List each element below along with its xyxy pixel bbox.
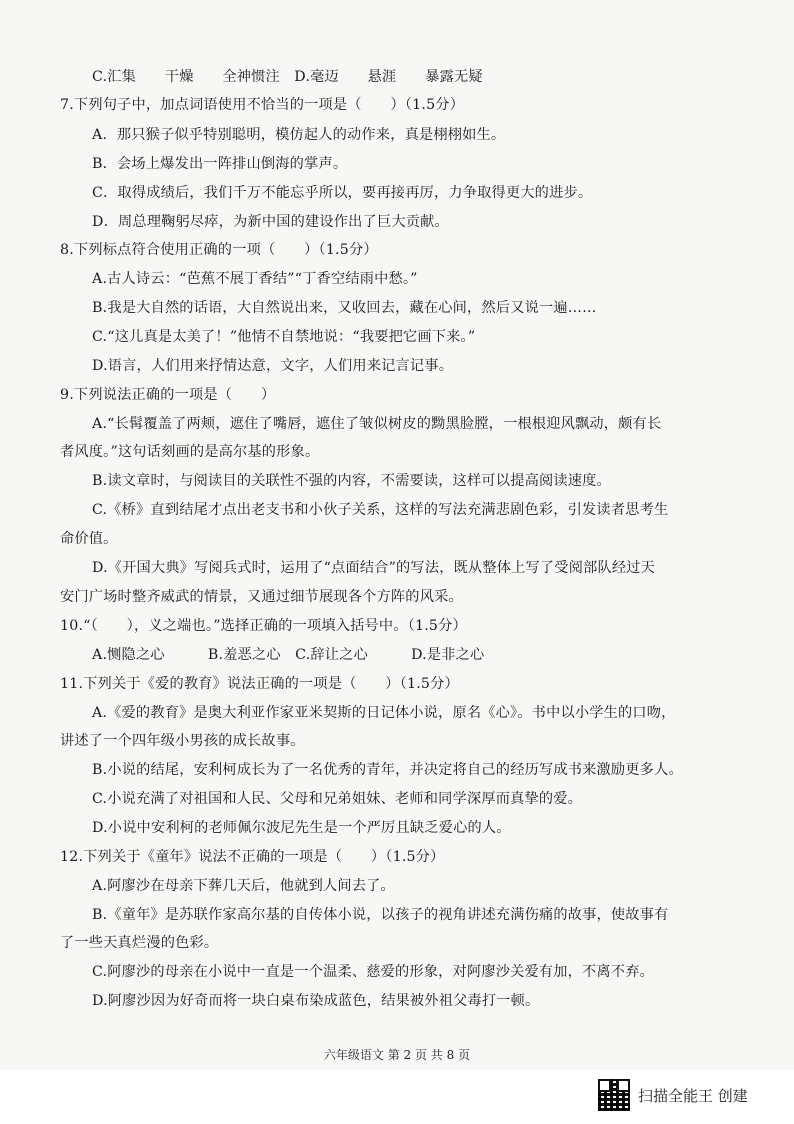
q7-option-a: A．那只猴子似乎特别聪明，模仿起人的动作来，真是栩栩如生。 [92,127,506,143]
q11-option-a-line1: A.《爱的教育》是奥大利亚作家亚米契斯的日记体小说，原名《心》。书中以小学生的口吻， [92,705,676,721]
q12-option-d: D.阿廖沙因为好奇而将一块白桌布染成蓝色，结果被外祖父毒打一顿。 [92,993,540,1009]
q12-option-b-line1: B.《童年》是苏联作家高尔基的自传体小说，以孩子的视角讲述充满伤痛的故事，使故事有 [92,907,669,923]
q11-stem: 11.下列关于《爱的教育》说法正确的一项是（ ）（1.5分） [60,676,459,692]
q8-option-d: D.语言，人们用来抒情达意，文字，人们用来记言记事。 [92,358,454,374]
q11-option-d: D.小说中安利柯的老师佩尔波尼先生是一个严厉且缺乏爱心的人。 [92,820,511,836]
q12-option-c: C.阿廖沙的母亲在小说中一直是一个温柔、慈爱的形象，对阿廖沙关爱有加，不离不弃。 [92,964,654,980]
q10-options: A.恻隐之心 B.羞恶之心 C.辞让之心 D.是非之心 [92,647,485,663]
q11-option-a-line2: 讲述了一个四年级小男孩的成长故事。 [60,733,305,749]
q11-option-b: B.小说的结尾，安利柯成长为了一名优秀的青年，并决定将自己的经历写成书来激励更多人。 [92,762,683,778]
q12-stem: 12.下列关于《童年》说法不正确的一项是（ ）（1.5分） [60,849,445,865]
q8-option-c: C.“这儿真是太美了！”他情不自禁地说：“我要把它画下来。” [92,329,476,345]
q9-option-d-line2: 安门广场时整齐威武的情景，又通过细节展现各个方阵的风采。 [60,589,463,605]
q7-option-c: C．取得成绩后，我们千万不能忘乎所以，要再接再厉，力争取得更大的进步。 [92,185,593,201]
q7-option-d: D．周总理鞠躬尽瘁，为新中国的建设作出了巨大贡献。 [92,214,449,230]
q9-option-c-line2: 命价值。 [60,531,118,547]
q12-option-a: A.阿廖沙在母亲下葬几天后，他就到人间去了。 [92,878,395,894]
q8-stem: 8.下列标点符合使用正确的一项（ ）（1.5分） [60,242,378,258]
page-footer: 六年级语文 第 2 页 共 8 页 [323,1048,471,1062]
q9-option-a-line1: A.“长髯覆盖了两颊，遮住了嘴唇，遮住了皱似树皮的黝黑脸膛，一根根迎风飘动，颇有长 [92,416,662,432]
watermark-text: 扫描全能王 创建 [638,1086,748,1105]
q12-option-b-line2: 了一些天真烂漫的色彩。 [60,935,219,951]
q8-option-a: A.古人诗云：“芭蕉不展丁香结”“丁香空结雨中愁。” [92,271,418,287]
scanner-watermark [598,1078,788,1112]
q9-option-c-line1: C.《桥》直到结尾才点出老支书和小伙子关系，这样的写法充满悲剧色彩，引发读者思考生 [92,502,669,518]
q9-option-a-line2: 者风度。”这句话刻画的是高尔基的形象。 [60,444,320,460]
q6-options-cd: C.汇集 干燥 全神惯注 D.毫迈 悬涯 暴露无疑 [92,69,483,85]
q9-stem: 9.下列说法正确的一项是（ ） [60,387,276,403]
q9-option-b: B.读文章时，与阅读目的关联性不强的内容，不需要读，这样可以提高阅读速度。 [92,473,611,489]
q7-stem: 7.下列句子中，加点词语使用不恰当的一项是（ ）（1.5分） [60,97,465,113]
q8-option-b: B.我是大自然的话语，大自然说出来，又收回去，藏在心间，然后又说一遍…… [92,300,597,316]
qr-code-icon [598,1079,630,1111]
q11-option-c: C.小说充满了对祖国和人民、父母和兄弟姐妹、老师和同学深厚而真挚的爱。 [92,791,583,807]
q7-option-b: B．会场上爆发出一阵排山倒海的掌声。 [92,156,348,172]
q10-stem: 10.“（ ），义之端也。”选择正确的一项填入括号中。（1.5分） [60,618,467,634]
q9-option-d-line1: D.《开国大典》写阅兵式时，运用了“点面结合”的写法，既从整体上写了受阅部队经过天 [92,560,656,576]
